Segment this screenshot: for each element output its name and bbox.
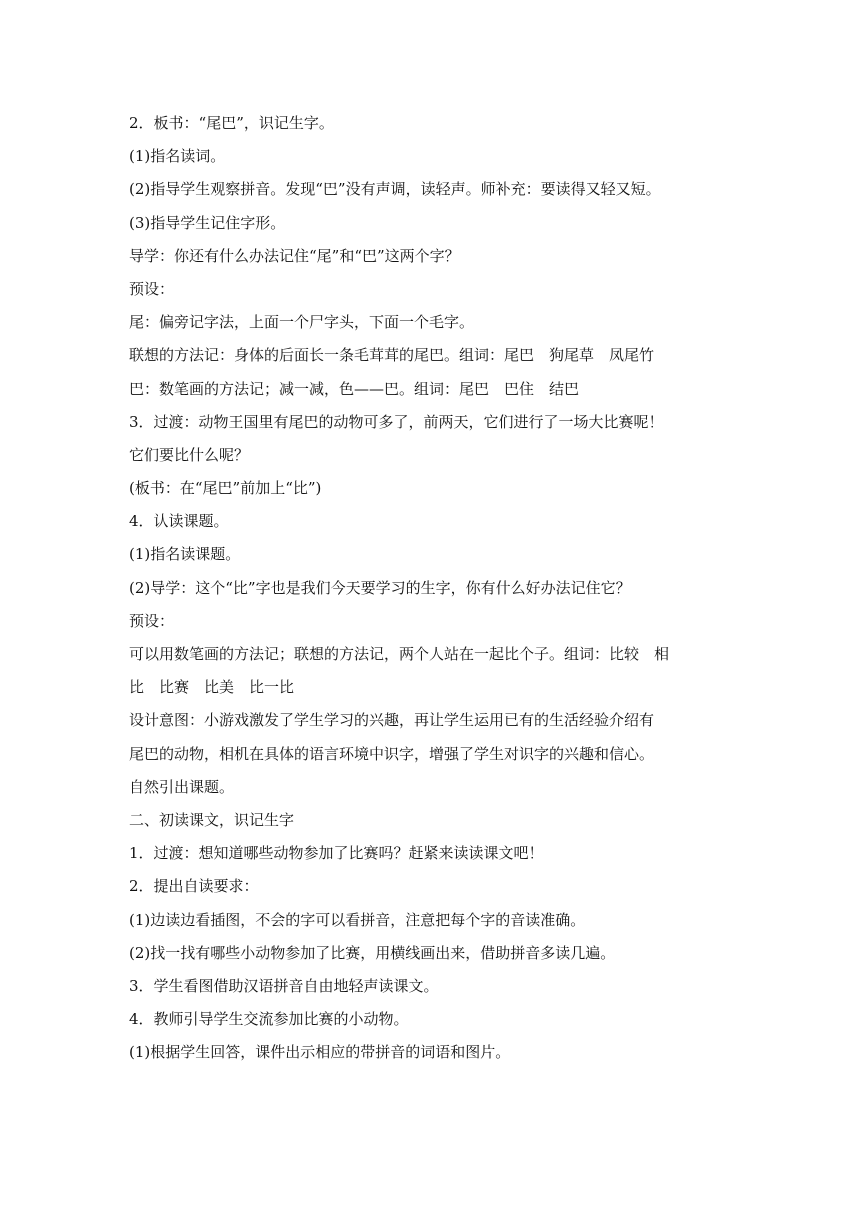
text-line: 4．教师引导学生交流参加比赛的小动物。: [129, 1010, 409, 1029]
text-line: (2)指导学生观察拼音。发现“巴”没有声调，读轻声。师补充：要读得又轻又短。: [129, 180, 661, 199]
text-line: 2．提出自读要求：: [129, 877, 259, 896]
text-line: 3．学生看图借助汉语拼音自由地轻声读课文。: [129, 976, 439, 995]
text-line: 3．过渡：动物王国里有尾巴的动物可多了，前两天，它们进行了一场大比赛呢！: [129, 412, 664, 431]
document-body: [129, 107, 734, 1069]
text-line: 比 比赛 比美 比一比: [129, 678, 295, 697]
text-line: (1)指名读课题。: [129, 545, 241, 564]
text-line: (2)导学：这个“比”字也是我们今天要学习的生字，你有什么好办法记住它？: [129, 578, 631, 597]
text-line: 二、初读课文，识记生字: [129, 810, 295, 829]
text-line: (板书：在“尾巴”前加上“比”): [129, 479, 322, 498]
text-line: (1)根据学生回答，课件出示相应的带拼音的词语和图片。: [129, 1043, 511, 1062]
text-line: (2)找一找有哪些小动物参加了比赛，用横线画出来，借助拼音多读几遍。: [129, 943, 616, 962]
text-line: 自然引出课题。: [129, 777, 235, 796]
text-line: 可以用数笔画的方法记；联想的方法记，两个人站在一起比个子。组词：比较 相: [129, 645, 670, 663]
text-line: 尾巴的动物，相机在具体的语言环境中识字，增强了学生对识字的兴趣和信心。: [129, 744, 655, 763]
text-line: (1)指名读词。: [129, 147, 226, 166]
text-line: (3)指导学生记住字形。: [129, 213, 286, 232]
text-line: 导学：你还有什么办法记住“尾”和“巴”这两个字？: [129, 246, 460, 265]
text-line: 尾：偏旁记字法，上面一个尸字头，下面一个毛字。: [129, 313, 475, 332]
text-line: 联想的方法记：身体的后面长一条毛茸茸的尾巴。组词：尾巴 狗尾草 凤尾竹: [129, 346, 655, 365]
text-line: 预设：: [129, 611, 175, 630]
text-line: 1．过渡：想知道哪些动物参加了比赛吗？赶紧来读读课文吧！: [129, 844, 544, 863]
text-line: (1)边读边看插图，不会的字可以看拼音，注意把每个字的音读准确。: [129, 910, 586, 929]
text-line: 2．板书：“尾巴”，识记生字。: [129, 114, 334, 132]
text-line: 巴：数笔画的方法记；减一减，色——巴。组词：尾巴 巴住 结巴: [129, 379, 580, 398]
text-line: 设计意图：小游戏激发了学生学习的兴趣，再让学生运用已有的生活经验介绍有: [129, 711, 655, 730]
text-line: 它们要比什么呢？: [129, 445, 250, 464]
text-line: 预设：: [129, 279, 175, 298]
text-line: 4．认读课题。: [129, 512, 229, 531]
